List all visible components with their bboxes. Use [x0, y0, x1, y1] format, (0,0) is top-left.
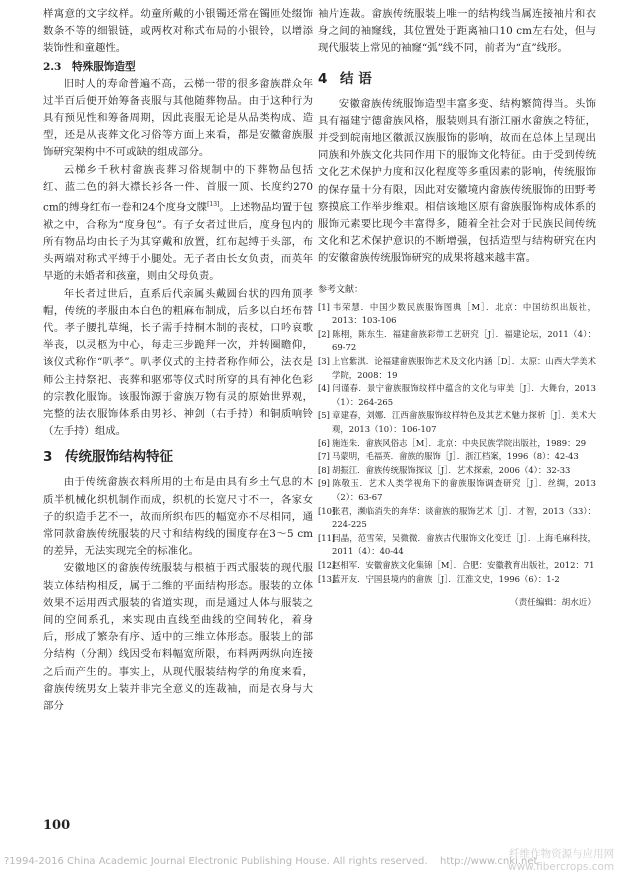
- reference-item: [318, 355, 596, 382]
- reference-item: [318, 409, 596, 436]
- reference-item: [318, 450, 596, 464]
- reference-text: 施连朱．畲族风俗志［M］．北京：中央民族学院出版社，1989：29: [332, 437, 587, 448]
- reference-number: [12]: [318, 559, 336, 570]
- paragraph: 旧时人的寿命普遍不高，云梯一带的很多畲族群众年过半百后便开始筹备丧服与其他随葬物品。由于这种行为具有预见性和筹备周期，因此丧服无论是从品类构成、造型，还是从丧葬文化习俗等方面上来看，都是安徽畲族服饰研究架构中不可或缺的组成部分。: [43, 77, 313, 159]
- paragraph: 安徽地区的畲族传统服装与根植于西式服装的现代服装立体结构相反，属于二维的平面结构形态。服装的立体效果不运用西式服装的省道实现，而是通过人体与服装之间的空间系孔，来实现由直线至曲线的空间转化，着身后，形成了繁杂有序、适中的三维立体形态。服装上的部分结构（分割）线因受布料幅宽所限，布料两两纵向连接之后而产生的。事实上，从现代服装结构学的角度来看，畲族传统男女上装并非完全意义的连裁袖，而是衣身与大部分: [43, 562, 313, 712]
- reference-number: [4]: [318, 383, 330, 394]
- paragraph-text: 。上述物品均置于包袱之中，合称为“度身包”。有子女者过世后，度身包内的所有物品均由长子为其穿戴和放置，红布起缚于头部，布头两端对称式平缚于小腿处。无子者由长女负责，而英年早逝的未婚者和孩童，则由父母负责。: [43, 201, 313, 283]
- reference-number: [11]: [318, 532, 336, 543]
- site-link[interactable]: http://www.cnki.net: [440, 856, 538, 867]
- references-list: [318, 301, 596, 586]
- reference-number: [13]: [318, 573, 336, 584]
- footer: [0, 848, 618, 875]
- reference-number: [2]: [318, 328, 330, 339]
- watermark-line: www.fibercrops.com: [508, 861, 615, 873]
- watermark: [508, 848, 614, 874]
- reference-number: [9]: [318, 478, 330, 489]
- paragraph-text: 云梯乡千秋村畲族丧葬习俗规制中的下葬物品包括红、蓝二色的斜大襟长衫各一件、首服一顶、长度约270 cm的缚身红布一卷和24个度身文牒: [43, 163, 313, 214]
- reference-number: [7]: [318, 451, 330, 462]
- reference-text: 赵相军．安徽畲族文化集锦［M］．合肥：安徽教育出版社，2012：71: [332, 559, 595, 570]
- section-title: 传统服饰结构特征: [65, 449, 173, 466]
- reference-item: [318, 328, 596, 355]
- reference-text: 章建春，刘娜．江西畲族服饰纹样特色及其艺术魅力探析［J］．美术大观，2013（10）：106-107: [332, 410, 596, 434]
- reference-text: 胡振江．畲族传统服饰探议［J］．艺术探索，2006（4）：32-33: [332, 464, 571, 475]
- paragraph: 安徽畲族传统服饰造型丰富多变、结构繁简得当。头饰具有福建宁德畲族风格，服装则具有浙江丽水畲族之特征，并受到皖南地区徽派汉族服饰的影响，故而在总体上呈现出同族和外族文化共同作用下的服饰文化特征。由于受到传统文化艺术保护力度和汉化程度等多重因素的影响，传统服饰的保存量十分有限，因此对安徽境内畲族传统服饰的田野考察摸底工作举步维艰。相信该地区原有畲族服饰构成体系的服饰元素要比现今丰富得多，随着全社会对于民族民间传统文化和艺术保护意识的不断增强，包括造型与结构研究在内的安徽畲族传统服饰研究的成果将越来越丰富。: [318, 97, 596, 265]
- reference-text: 张君，濒临消失的奔华：谈畲族的服饰艺术［J］．才智，2013（33）：224-225: [332, 505, 596, 530]
- reference-number: [8]: [318, 464, 330, 475]
- reference-text: 陈敬玉．艺术人类学视角下的畲族服饰调查研究［J］．丝绸，2013（2）：63-67: [332, 478, 596, 502]
- left-column: [43, 6, 313, 715]
- reference-item: [318, 573, 596, 587]
- watermark-line: 纤维作物资源与应用网: [509, 848, 615, 860]
- reference-number: [5]: [318, 410, 330, 421]
- paragraph: [43, 162, 313, 286]
- page-number: 100: [43, 818, 71, 833]
- reference-text: 马蒙明，毛福英．畲族的服饰［J］．浙江档案，1996（8）：42-43: [332, 451, 579, 462]
- reference-item: [318, 301, 596, 328]
- reference-text: 闫晶，范雪荣，吴微微．畲族古代服饰文化变迁［J］．上海毛麻科技，2011（4）：40-44: [332, 532, 596, 557]
- reference-number: [6]: [318, 437, 330, 448]
- reference-item: [318, 382, 596, 409]
- section-heading: [43, 448, 313, 466]
- references-title: 参考文献：: [318, 284, 364, 295]
- reference-item: [318, 532, 596, 559]
- reference-text: 陈栩，陈东生．福建畲族彩带工艺研究［J］．福建论坛，2011（4）：69-72: [332, 328, 596, 353]
- reference-item: [318, 505, 596, 532]
- reference-item: [318, 437, 596, 451]
- paragraph: 袖片连裁。畲族传统服装上唯一的结构线当属连接袖片和衣身之间的袖窿线，其位置处于距离袖口10 cm左右处，但与现代服装上常见的袖窿“弧”线不同，前者为“直”线形。: [318, 8, 596, 55]
- paragraph: 样寓意的文字纹样。幼童所戴的小银镯还常在镯匝处缀饰数条不等的细银链，或两枚对称式布局的小银铃，以增添装饰性和童趣性。: [43, 8, 313, 55]
- editor-note: （责任编辑：胡水近）: [510, 598, 596, 609]
- reference-text: 闫谨春．景宁畲族服饰纹样中蕴含的文化与审美［J］．大舞台，2013（1）：264-265: [332, 383, 596, 407]
- paragraph: 年长者过世后，直系后代亲属头戴圆台状的四角顶孝帽，传统的孝服由本白色的粗麻布制成，后多以白坯布替代。孝子腰扎草绳，长子需手持桐木制的丧杖，口吟哀歌举丧，以灵柩为中心，每走三步跪拜一次，并转圈瞻仰，该仪式称作“叭孝”。叭孝仪式的主持者称作师公，法衣是师公主持祭祀、丧葬和驱邪等仪式时所穿的具有神化色彩的宗教化服饰。该服饰源于畲族万物有灵的原始世界观，完整的法衣服饰体系由男衫、神剑（右手持）和铜质响铃（左手持）组成。: [43, 287, 313, 438]
- reference-item: [318, 464, 596, 478]
- reference-text: 韦荣慧．中国少数民族服饰图典［M］．北京：中国纺织出版社，2013：103-106: [332, 301, 596, 326]
- reference-text: 蓝开友．宁国县境内的畲族［J］．江淮文史，1996（6）：1-2: [332, 573, 560, 584]
- reference-item: [318, 559, 596, 573]
- section-number: 3: [43, 449, 53, 466]
- section-number: 4: [318, 70, 328, 87]
- copyright-notice: ?1994-2016 China Academic Journal Electronic Publishing House. All rights reserved.: [4, 856, 428, 867]
- section-title: 结 语: [340, 70, 372, 87]
- reference-number: [10]: [318, 505, 336, 516]
- section-heading: [318, 70, 596, 88]
- citation-superscript: [13]: [207, 201, 220, 209]
- paragraph: 由于传统畲族衣料所用的土布是由具有乡土气息的木质半机械化织机制作而成，织机的长宽尺寸不一，各家女子的织造手艺不一，故而所织布匹的幅宽亦不尽相同，通常同款畲族传统服装的尺寸和结构线的围度存在3～5 cm的差异，无法实现完全的标准化。: [43, 476, 313, 558]
- reference-item: [318, 477, 596, 504]
- reference-text: 上官紫淇．论福建畲族服饰艺术及文化内涵［D］．太原：山西大学美术学院，2008：19: [332, 356, 596, 380]
- reference-number: [3]: [318, 356, 330, 367]
- right-column: [318, 6, 596, 608]
- subsection-heading: 2.3 特殊服饰造型: [43, 60, 136, 73]
- reference-number: [1]: [318, 301, 330, 312]
